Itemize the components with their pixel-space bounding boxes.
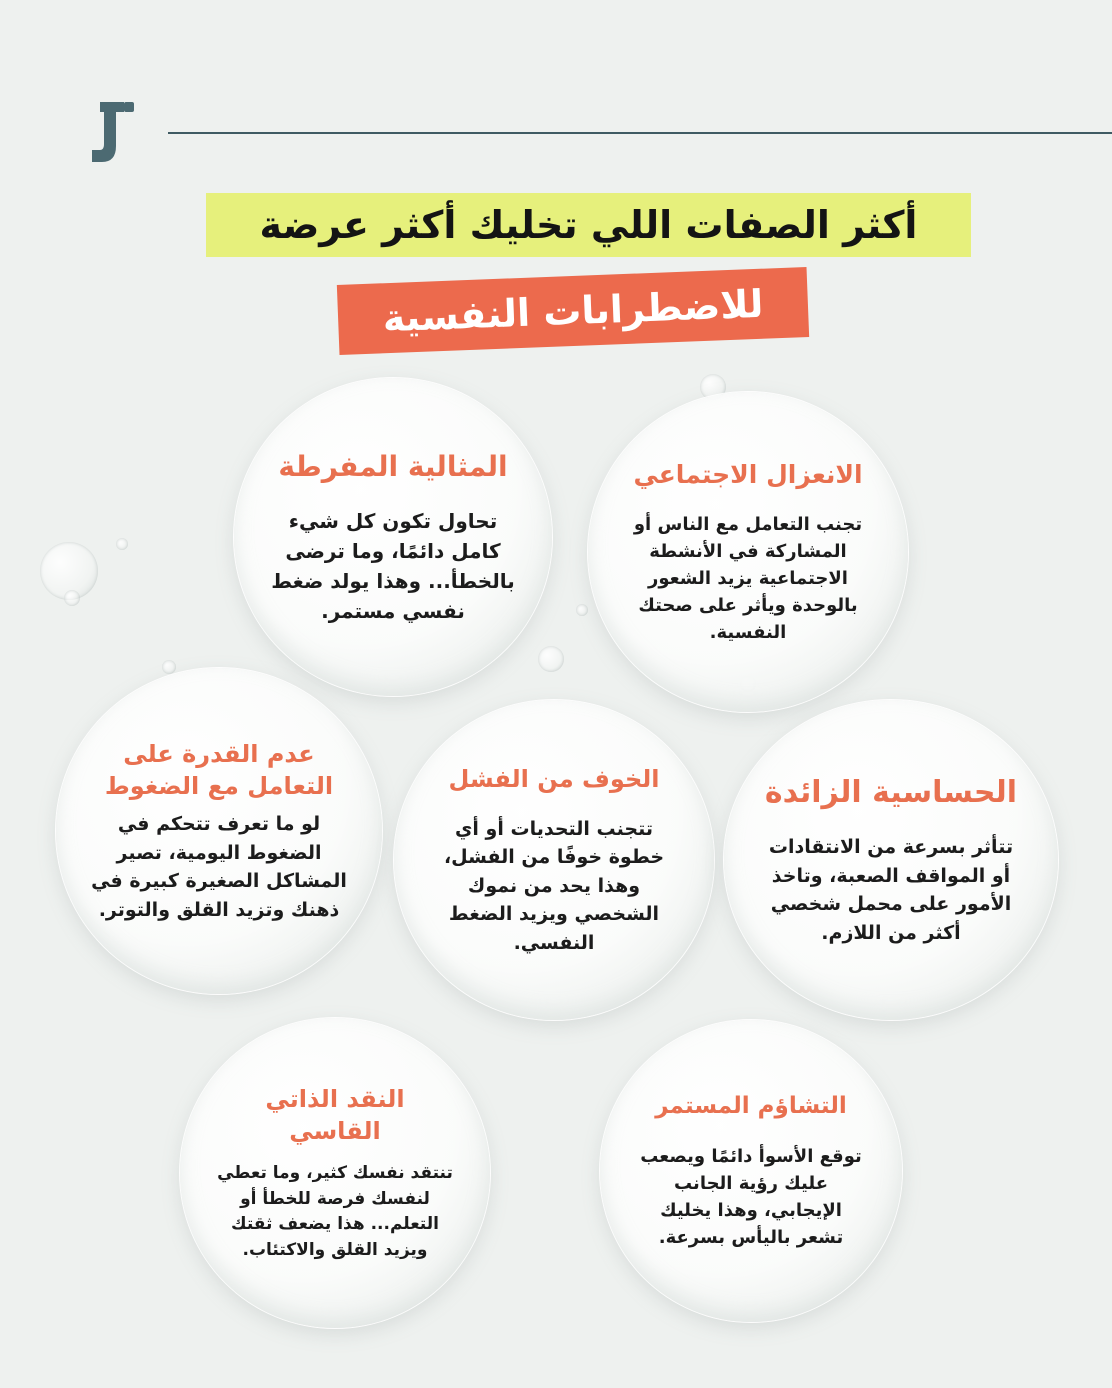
card-stress-handling xyxy=(56,668,382,994)
card-title: عدم القدرة على التعامل مع الضغوط xyxy=(104,739,334,800)
card-title: التشاؤم المستمر xyxy=(655,1093,847,1120)
card-fear-of-failure xyxy=(394,700,714,1020)
card-text: تجنب التعامل مع الناس أو المشاركة في الأنشطة الاجتماعية يزيد الشعور بالوحدة ويأثر على صحتك النفسية. xyxy=(633,514,863,644)
decorative-bubble xyxy=(116,538,128,550)
logo-letter-icon xyxy=(86,96,138,166)
decorative-bubble xyxy=(162,660,176,674)
card-title: الخوف من الفشل xyxy=(448,764,660,793)
card-title: المثالية المفرطة xyxy=(278,450,508,484)
card-text: تتأثر بسرعة من الانتقادات أو المواقف الصعبة، وتاخذ الأمور على محمل شخصي أكثر من اللازم. xyxy=(768,836,1014,944)
card-text: تحاول تكون كل شيء كامل دائمًا، وما ترضى بالخطأ... وهذا يولد ضغط نفسي مستمر. xyxy=(271,508,515,623)
card-harsh-self-criticism xyxy=(180,1018,490,1328)
card-title: الانعزال الاجتماعي xyxy=(633,459,863,489)
card-text: تتجنب التحديات أو أي خطوة خوفًا من الفشل، وهذا يحد من نموك الشخصي ويزيد الضغط النفسي. xyxy=(443,817,665,954)
card-title: النقد الذاتي القاسي xyxy=(265,1084,405,1145)
card-text: لو ما تعرف تتحكم في الضغوط اليومية، تصير المشاكل الصغيرة كبيرة في ذهنك وتزيد القلق والتوتر. xyxy=(91,813,347,921)
decorative-bubble xyxy=(64,590,80,606)
page-title-line2: للاضطرابات النفسية xyxy=(337,267,809,355)
card-title: الحساسية الزائدة xyxy=(764,774,1018,810)
card-persistent-pessimism xyxy=(600,1020,902,1322)
decorative-bubble xyxy=(576,604,588,616)
card-text: تنتقد نفسك كثير، وما تعطي لنفسك فرصة للخطأ أو التعلم... هذا يضعف ثقتك ويزيد القلق والاكتئاب. xyxy=(217,1163,453,1260)
card-oversensitivity xyxy=(724,700,1058,1020)
header-divider xyxy=(168,132,1112,134)
card-social-isolation xyxy=(588,392,908,712)
card-text: توقع الأسوأ دائمًا ويصعب عليك رؤية الجانب الإيجابي، وهذا يخليك تشعر باليأس بسرعة. xyxy=(640,1145,862,1248)
decorative-bubble xyxy=(538,646,564,672)
page-title-line1: أكثر الصفات اللي تخليك أكثر عرضة xyxy=(206,193,971,257)
card-perfectionism xyxy=(234,378,552,696)
